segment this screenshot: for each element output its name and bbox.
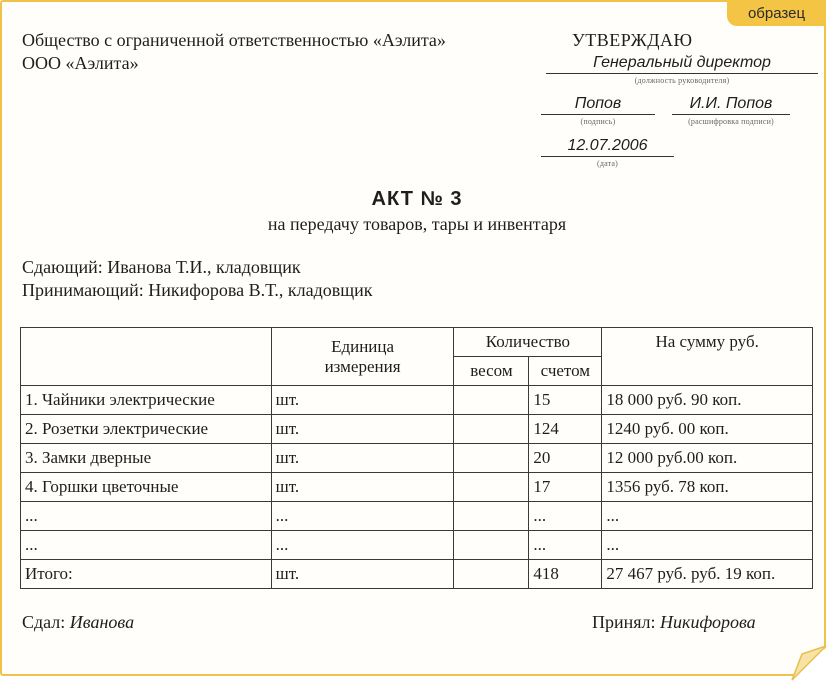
header-unit-line2: измерения <box>324 356 401 376</box>
table-total-row <box>21 560 813 589</box>
item-count: ... <box>529 502 602 531</box>
signature-caption: (подпись) <box>580 117 616 126</box>
total-unit: шт. <box>271 560 454 589</box>
item-name: 4. Горшки цветочные <box>21 473 272 502</box>
page-curl-icon <box>790 640 834 682</box>
header-unit-line1: Единица <box>331 336 395 356</box>
organization-full-name: Общество с ограниченной ответственностью «Аэлита» <box>22 30 446 50</box>
item-weight <box>454 415 529 444</box>
item-weight <box>454 473 529 502</box>
name-caption: (расшифровка подписи) <box>688 117 774 126</box>
sample-badge: образец <box>727 0 826 26</box>
director-signature: Попов <box>541 94 655 115</box>
approval-heading: УТВЕРЖДАЮ <box>572 30 693 50</box>
item-name: 1. Чайники электрические <box>21 386 272 415</box>
item-name: ... <box>21 502 272 531</box>
item-name: 2. Розетки электрические <box>21 415 272 444</box>
director-position: Генеральный директор <box>546 53 818 74</box>
approval-date: 12.07.2006 <box>541 136 674 157</box>
item-unit: шт. <box>271 473 454 502</box>
item-sum: 1356 руб. 78 коп. <box>602 473 813 502</box>
giver-line: Сдающий: Иванова Т.И., кладовщик <box>22 257 301 277</box>
date-caption: (дата) <box>596 159 619 168</box>
item-unit: шт. <box>271 444 454 473</box>
total-weight <box>454 560 529 589</box>
item-weight <box>454 502 529 531</box>
header-quantity: Количество <box>454 328 602 357</box>
item-name: ... <box>21 531 272 560</box>
item-sum: ... <box>602 502 813 531</box>
goods-table <box>20 327 813 589</box>
item-unit: ... <box>271 531 454 560</box>
table-header-row <box>21 328 813 357</box>
organization-short-name: ООО «Аэлита» <box>22 53 139 73</box>
item-weight <box>454 531 529 560</box>
table-row <box>21 386 813 415</box>
gave-name: Иванова <box>69 612 135 632</box>
total-count: 418 <box>529 560 602 589</box>
header-unit-cell <box>271 328 454 386</box>
table-row <box>21 473 813 502</box>
item-count: ... <box>529 531 602 560</box>
item-count: 124 <box>529 415 602 444</box>
item-sum: 1240 руб. 00 коп. <box>602 415 813 444</box>
header-by-weight: весом <box>454 357 529 386</box>
total-sum: 27 467 руб. руб. 19 коп. <box>602 560 813 589</box>
item-count: 20 <box>529 444 602 473</box>
gave-label: Сдал: <box>22 612 66 632</box>
item-weight <box>454 444 529 473</box>
table-row <box>21 531 813 560</box>
act-subtitle: на передачу товаров, тары и инвентаря <box>267 214 567 234</box>
receiver-line: Принимающий: Никифорова В.Т., кладовщик <box>22 280 373 300</box>
gave-signature <box>22 612 134 633</box>
header-name-cell <box>21 328 272 386</box>
table-row <box>21 444 813 473</box>
item-weight <box>454 386 529 415</box>
received-name: Никифорова <box>660 612 756 632</box>
received-signature <box>592 612 756 633</box>
act-title: АКТ № 3 <box>371 188 463 210</box>
item-sum: 18 000 руб. 90 коп. <box>602 386 813 415</box>
item-sum: 12 000 руб.00 коп. <box>602 444 813 473</box>
table-row <box>21 502 813 531</box>
director-name: И.И. Попов <box>672 94 790 115</box>
item-unit: ... <box>271 502 454 531</box>
table-row <box>21 415 813 444</box>
received-label: Принял: <box>592 612 656 632</box>
item-sum: ... <box>602 531 813 560</box>
item-unit: шт. <box>271 415 454 444</box>
header-sum: На сумму руб. <box>602 328 813 386</box>
item-count: 17 <box>529 473 602 502</box>
total-label: Итого: <box>21 560 272 589</box>
item-name: 3. Замки дверные <box>21 444 272 473</box>
header-by-count: счетом <box>529 357 602 386</box>
item-unit: шт. <box>271 386 454 415</box>
position-caption: (должность руководителя) <box>634 76 730 85</box>
item-count: 15 <box>529 386 602 415</box>
